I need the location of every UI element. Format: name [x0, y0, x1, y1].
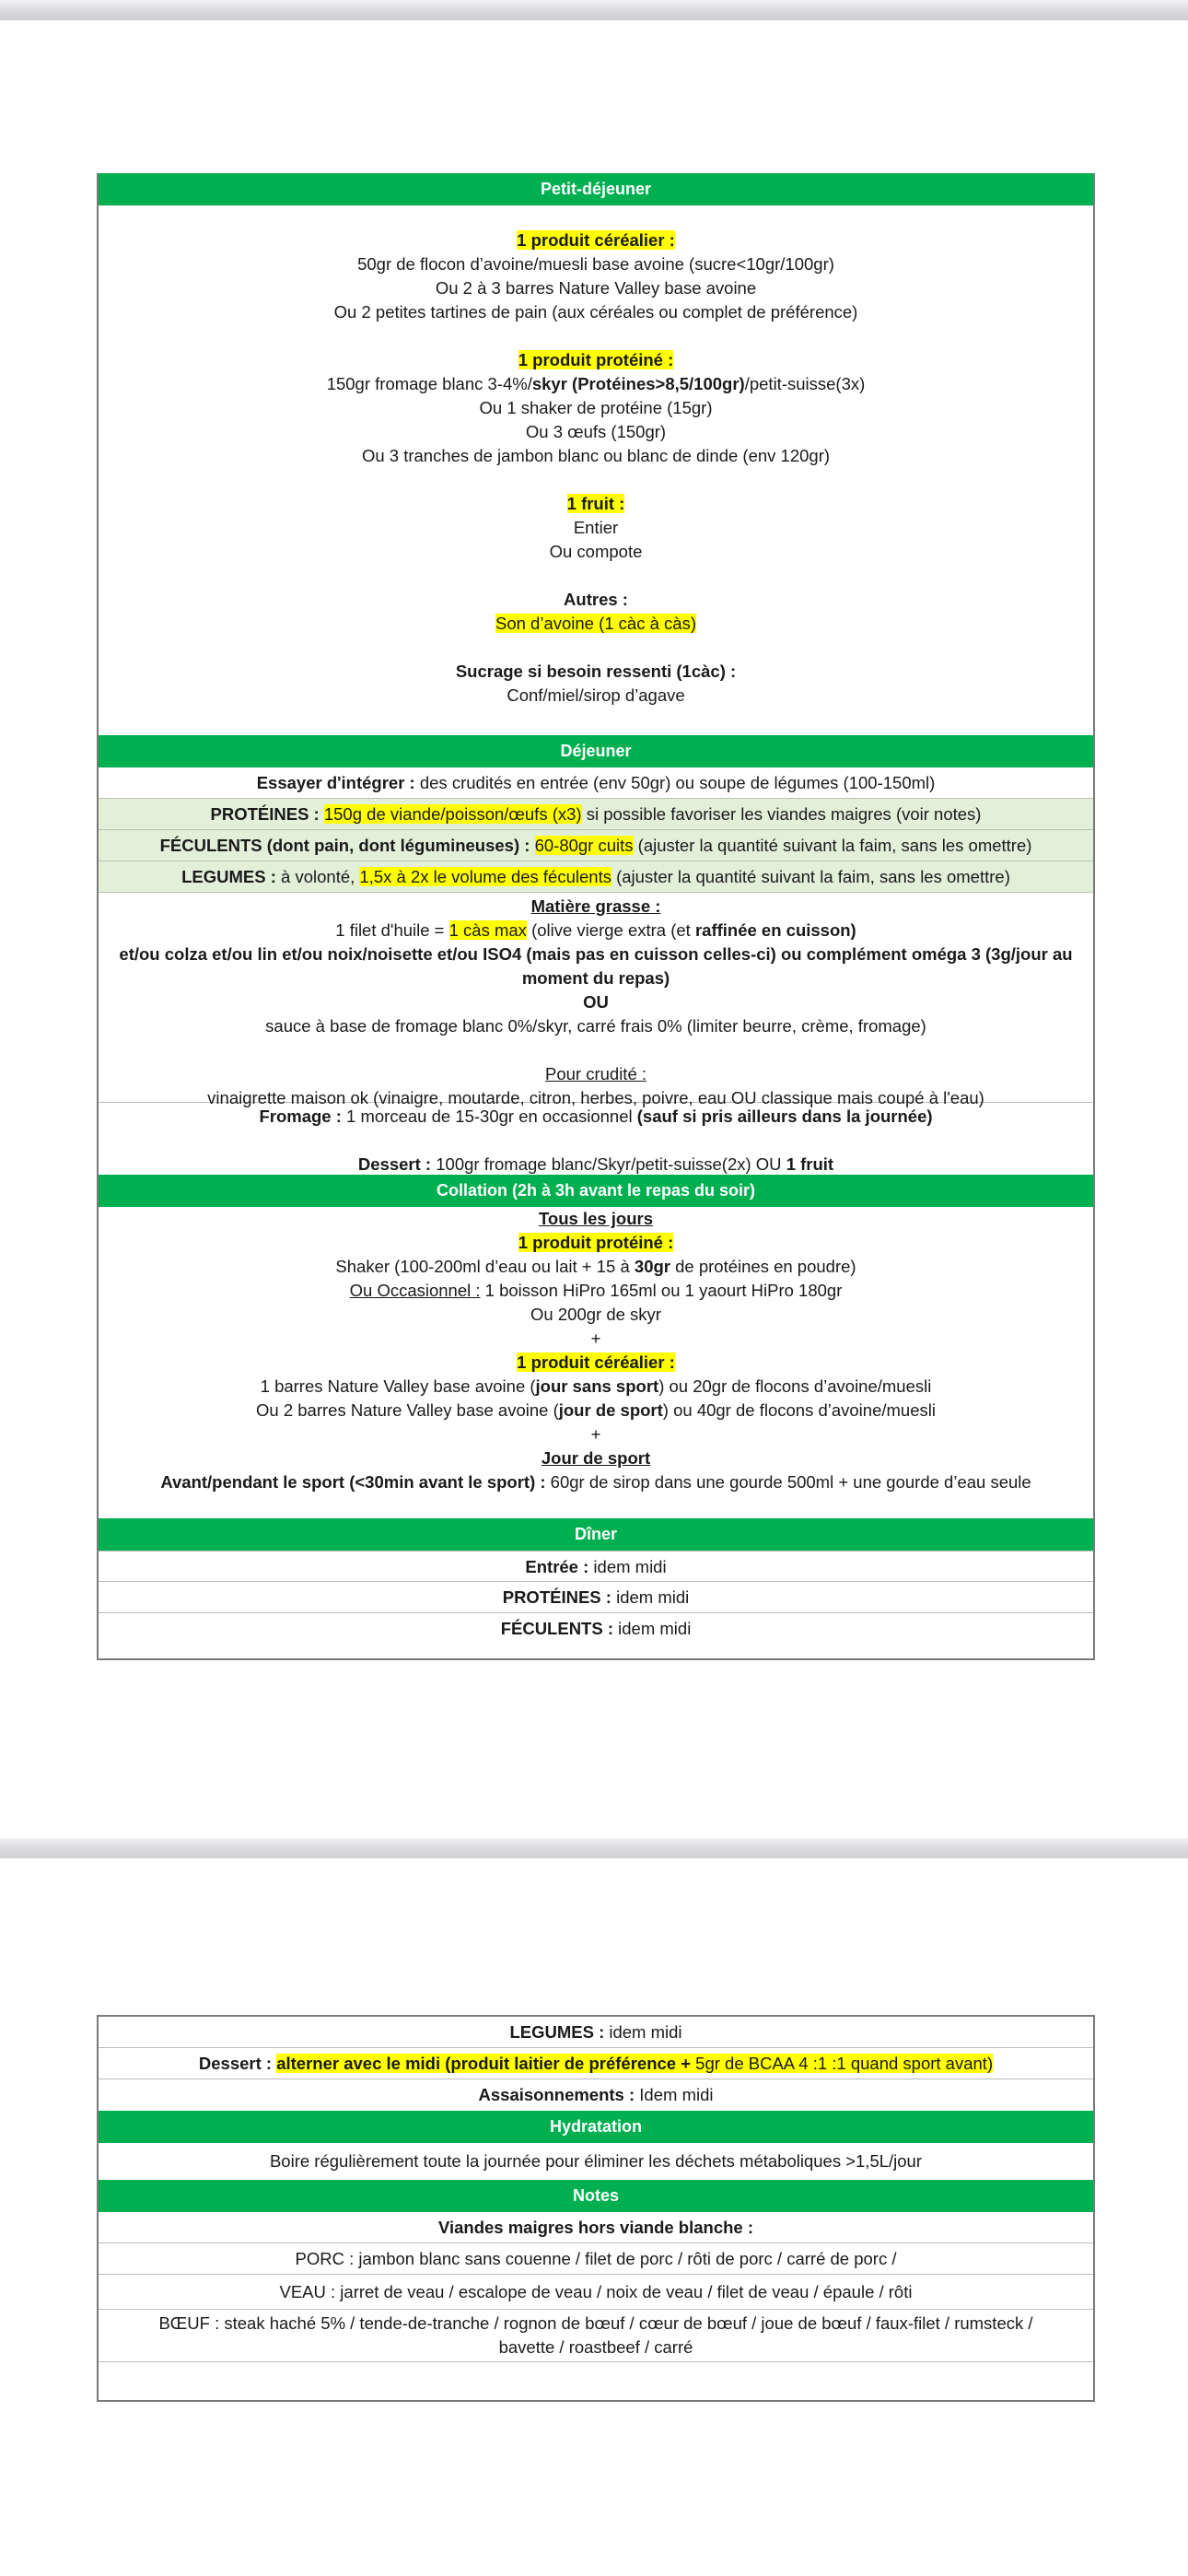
- lunch-cheese-line: Fromage : 1 morceau de 15-30gr en occasionnel (sauf si pris ailleurs dans la journée): [259, 1107, 933, 1126]
- breakfast-protein-line: Ou 1 shaker de protéine (15gr): [479, 398, 713, 417]
- snack-bar-line: Ou 2 barres Nature Valley base avoine (jour de sport) ou 40gr de flocons d’avoine/muesli: [256, 1400, 936, 1420]
- lunch-proteins-row: PROTÉINES : 150g de viande/poisson/œufs (x3) si possible favoriser les viandes maigres (voir notes): [99, 799, 1093, 830]
- page-1: [97, 173, 1095, 1660]
- breakfast-cereal-line: Ou 2 à 3 barres Nature Valley base avoine: [435, 278, 757, 298]
- dinner-starter-row: Entrée : idem midi: [99, 1551, 1093, 1582]
- lunch-fat-or: OU: [583, 992, 609, 1012]
- dinner-starch-row: FÉCULENTS : idem midi: [500, 1619, 692, 1638]
- breakfast-other-title: Autres :: [564, 590, 628, 609]
- dinner-seasoning-row: Assaisonnements : Idem midi: [478, 2085, 714, 2104]
- snack-plus: +: [590, 1329, 601, 1348]
- breakfast-fruit-line: Ou compote: [549, 542, 643, 561]
- dinner-header: Dîner: [99, 1518, 1093, 1551]
- lunch-fat-line: moment du repas): [521, 968, 670, 988]
- snack-everyday: Tous les jours: [538, 1209, 654, 1228]
- hydration-text: Boire régulièrement toute la journée pour éliminer les déchets métaboliques >1,5L/jour: [269, 2151, 923, 2171]
- page-break: [0, 1838, 1188, 1858]
- breakfast-protein-title: 1 produit protéiné :: [518, 350, 674, 369]
- breakfast-protein-line: Ou 3 œufs (150gr): [525, 422, 667, 441]
- notes-veal: VEAU : jarret de veau / escalope de veau / noix de veau / filet de veau / épaule / rôti: [99, 2275, 1093, 2310]
- notes-beef-line: BŒUF : steak haché 5% / tende-de-tranche / rognon de bœuf / cœur de bœuf / joue de bœuf / faux-filet / rumsteck /: [158, 2313, 1033, 2333]
- lunch-dessert-line: Dessert : 100gr fromage blanc/Skyr/petit-suisse(2x) OU 1 fruit: [357, 1154, 834, 1174]
- breakfast-fruit-title: 1 fruit :: [566, 494, 625, 513]
- lunch-crudite-title: Pour crudité :: [544, 1064, 647, 1083]
- snack-plus: +: [590, 1424, 601, 1444]
- breakfast-section: [99, 205, 1093, 735]
- dinner-dessert-row: Dessert : alterner avec le midi (produit laitier de préférence + 5gr de BCAA 4 :1 :1 quand sport avant): [99, 2048, 1093, 2079]
- lunch-fat-section: [99, 893, 1093, 1107]
- snack-shaker-line: Shaker (100-200ml d’eau ou lait + 15 à 30gr de protéines en poudre): [335, 1257, 856, 1276]
- snack-skyr-line: Ou 200gr de skyr: [530, 1305, 661, 1324]
- dinner-veg-row: LEGUMES : idem midi: [99, 2017, 1093, 2048]
- lunch-starch-row: FÉCULENTS (dont pain, dont légumineuses) : 60-80gr cuits (ajuster la quantité suivant la faim, sans les omettre): [99, 830, 1093, 861]
- lunch-fat-title: Matière grasse :: [530, 896, 661, 916]
- breakfast-cereal-line: 50gr de flocon d’avoine/muesli base avoine (sucre<10gr/100gr): [357, 254, 834, 274]
- lunch-veg-row: LEGUMES : à volonté, 1,5x à 2x le volume des féculents (ajuster la quantité suivant la faim, sans les omettre): [99, 861, 1093, 893]
- breakfast-cereal-title: 1 produit céréalier :: [517, 230, 675, 250]
- snack-header: Collation (2h à 3h avant le repas du soir): [99, 1175, 1093, 1207]
- lunch-fat-line: et/ou colza et/ou lin et/ou noix/noisette et/ou ISO4 (mais pas en cuisson celles-ci) ou complément oméga 3 (3g/jour au: [119, 944, 1073, 964]
- snack-bar-line: 1 barres Nature Valley base avoine (jour sans sport) ou 20gr de flocons d’avoine/muesli: [260, 1376, 932, 1396]
- breakfast-other-line: Son d’avoine (1 càc à càs): [495, 614, 696, 633]
- breakfast-fruit-line: Entier: [573, 518, 619, 537]
- page-2: [97, 2015, 1095, 2402]
- snack-sport-title: Jour de sport: [541, 1448, 651, 1468]
- lunch-fat-line: sauce à base de fromage blanc 0%/skyr, carré frais 0% (limiter beurre, crème, fromage): [265, 1016, 926, 1036]
- breakfast-sugar-line: Conf/miel/sirop d’agave: [507, 685, 685, 705]
- snack-cereal-title: 1 produit céréalier :: [517, 1352, 675, 1372]
- snack-sport-line: Avant/pendant le sport (<30min avant le sport) : 60gr de sirop dans une gourde 500ml + une gourde d’eau seule: [160, 1472, 1031, 1492]
- lunch-try-row: Essayer d'intégrer : des crudités en entrée (env 50gr) ou soupe de légumes (100-150ml): [99, 767, 1093, 799]
- snack-occasional-line: Ou Occasionnel : 1 boisson HiPro 165ml ou 1 yaourt HiPro 180gr: [349, 1281, 843, 1300]
- dinner-proteins-row: PROTÉINES : idem midi: [99, 1582, 1093, 1613]
- lunch-header: Déjeuner: [99, 735, 1093, 767]
- notes-header: Notes: [99, 2180, 1093, 2212]
- notes-beef-line: bavette / roastbeef / carré: [498, 2337, 693, 2357]
- breakfast-protein-line: Ou 3 tranches de jambon blanc ou blanc de dinde (env 120gr): [361, 446, 831, 465]
- snack-section: [99, 1207, 1093, 1518]
- page-top-edge: [0, 0, 1188, 20]
- lunch-fat-line: 1 filet d'huile = 1 càs max (olive vierge extra (et raffinée en cuisson): [335, 920, 856, 940]
- notes-pork: PORC : jambon blanc sans couenne / filet de porc / rôti de porc / carré de porc /: [99, 2243, 1093, 2275]
- snack-protein-title: 1 produit protéiné :: [518, 1233, 674, 1252]
- breakfast-header: Petit-déjeuner: [99, 173, 1093, 205]
- breakfast-protein-line: 150gr fromage blanc 3-4%/skyr (Protéines>8,5/100gr)/petit-suisse(3x): [326, 374, 866, 393]
- notes-lean-title: Viandes maigres hors viande blanche :: [99, 2212, 1093, 2243]
- lunch-crudite-line: vinaigrette maison ok (vinaigre, moutarde, citron, herbes, poivre, eau OU classique mais coupé à l'eau): [207, 1088, 984, 1107]
- hydration-header: Hydratation: [99, 2111, 1093, 2143]
- notes-beef: [99, 2310, 1093, 2362]
- breakfast-cereal-line: Ou 2 petites tartines de pain (aux céréales ou complet de préférence): [333, 302, 858, 322]
- lunch-cheese-dessert: [99, 1103, 1093, 1175]
- breakfast-sugar-title: Sucrage si besoin ressenti (1càc) :: [455, 662, 737, 681]
